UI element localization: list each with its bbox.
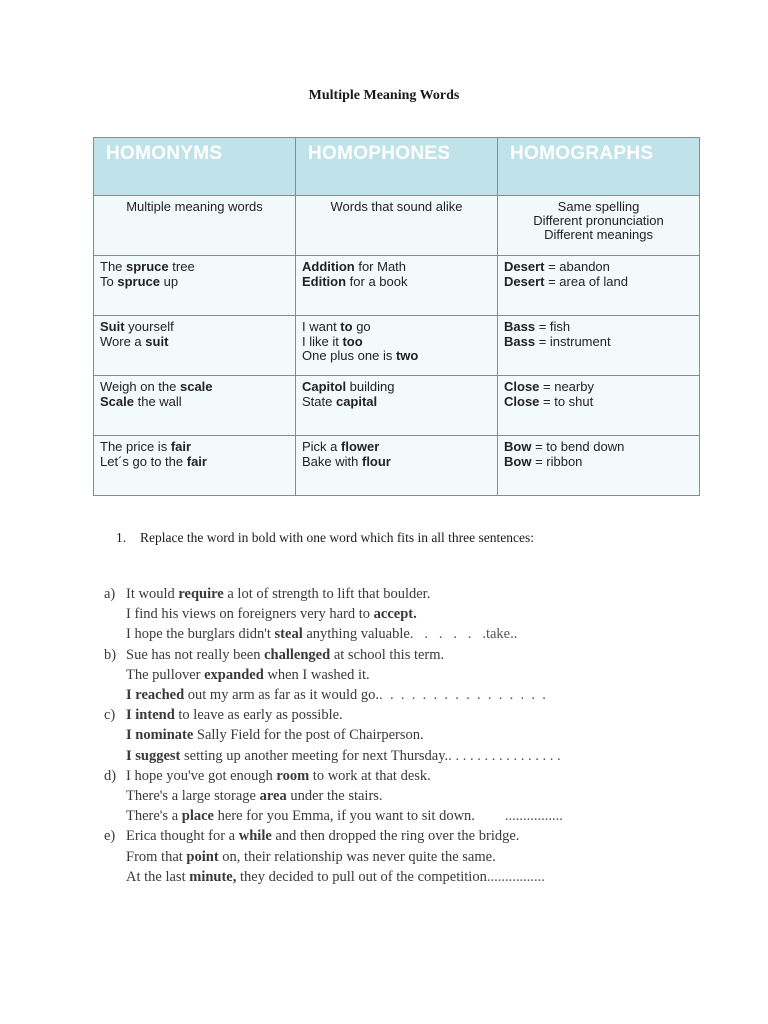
bold-word: point: [186, 848, 219, 865]
bold-word: minute,: [189, 868, 237, 885]
definition-line: Words that sound alike: [330, 199, 463, 214]
bold-word: I reached: [126, 687, 185, 704]
definition-line: Different meanings: [544, 227, 653, 242]
exercise-line: [104, 645, 664, 665]
cell-text: the wall: [133, 393, 182, 409]
cell-text: I like it: [302, 333, 343, 349]
cell-text: Wore a: [100, 333, 146, 349]
line-text: here for you Emma, if you want to sit down.: [213, 808, 475, 825]
instruction-text: Replace the word in bold with one word which fits in all three sentences:: [140, 530, 535, 545]
table-row: [94, 316, 700, 376]
cell-bold: Edition: [302, 273, 347, 289]
cell-text: State: [302, 393, 336, 409]
cell-text: tree: [168, 259, 195, 274]
bold-word: room: [276, 767, 310, 784]
bold-word: steal: [274, 626, 303, 643]
cell-text: = to shut: [539, 393, 594, 409]
definition-homonyms: [94, 196, 296, 256]
cell-bold: scale: [179, 379, 213, 394]
line-text: to leave as early as possible.: [174, 707, 343, 724]
answer-blank: . . . . . .take..: [409, 626, 518, 643]
cell-text: = to bend down: [531, 439, 625, 454]
item-letter: a): [104, 586, 116, 602]
cell-bold: suit: [145, 333, 169, 349]
cell-text: = instrument: [535, 333, 611, 349]
table-row: [94, 256, 700, 316]
bold-word: I suggest: [126, 747, 181, 764]
exercise-line: [104, 867, 664, 887]
cell-bold: two: [395, 348, 419, 363]
table-cell: [498, 376, 700, 436]
cell-text: I want: [302, 319, 341, 334]
exercise-line: [104, 604, 664, 624]
table-row: [94, 376, 700, 436]
header-homophones: HOMOPHONES: [296, 138, 498, 196]
cell-text: for Math: [354, 259, 407, 274]
cell-bold: Desert: [504, 259, 545, 274]
exercise-line: [104, 685, 664, 705]
bold-word: challenged: [264, 646, 331, 663]
exercise-number: 1.: [116, 530, 127, 545]
cell-bold: Bass: [504, 333, 536, 349]
definition-homographs: [498, 196, 700, 256]
cell-bold: too: [342, 333, 363, 349]
definition-line: Multiple meaning words: [126, 199, 263, 214]
cell-text: Bake with: [302, 453, 362, 469]
cell-text: One plus one is: [302, 348, 396, 363]
cell-bold: Bow: [504, 453, 532, 469]
exercise-line: [104, 725, 664, 745]
cell-bold: fair: [186, 453, 207, 469]
line-text: they decided to pull out of the competition: [236, 868, 487, 885]
answer-blank: . . . . . . . . . . . . . . . .: [448, 747, 561, 764]
exercise-line: [104, 746, 664, 766]
cell-text: To: [100, 273, 118, 289]
cell-bold: spruce: [117, 273, 160, 289]
definition-line: Different pronunciation: [533, 213, 664, 228]
line-text: Sally Field for the post of Chairperson.: [193, 727, 424, 744]
line-text: I hope the burglars didn't: [126, 626, 275, 643]
table-cell: [296, 316, 498, 376]
table-cell: [94, 316, 296, 376]
exercise-line: [104, 786, 664, 806]
bold-word: accept.: [373, 606, 417, 623]
bold-word: expanded: [204, 666, 264, 683]
table-cell: [296, 376, 498, 436]
line-text: and then dropped the ring over the bridge.: [271, 828, 520, 845]
line-text: I find his views on foreigners very hard to: [126, 606, 374, 623]
exercise-line: [104, 806, 664, 826]
cell-text: = ribbon: [531, 453, 583, 469]
cell-text: Let´s go to the: [100, 453, 187, 469]
line-text: out my arm as far as it would go.: [184, 687, 380, 704]
cell-text: building: [346, 379, 395, 394]
cell-text: for a book: [346, 273, 408, 289]
line-text: a lot of strength to lift that boulder.: [223, 586, 431, 602]
exercise-line: [104, 624, 664, 644]
table-cell: [94, 376, 296, 436]
line-text: At the last: [126, 868, 190, 885]
table-cell: [498, 256, 700, 316]
bold-word: place: [181, 808, 214, 825]
cell-text: Weigh on the: [100, 379, 180, 394]
cell-bold: fair: [170, 439, 192, 454]
table-cell: [296, 256, 498, 316]
header-homonyms: HOMONYMS: [94, 138, 296, 196]
line-text: There's a large storage: [126, 788, 260, 805]
item-letter: c): [104, 707, 116, 724]
line-text: when I washed it.: [263, 666, 370, 683]
cell-bold: Capitol: [302, 379, 347, 394]
cell-bold: flour: [361, 453, 391, 469]
cell-bold: to: [340, 319, 353, 334]
cell-bold: Suit: [100, 319, 125, 334]
bold-word: require: [178, 586, 224, 602]
line-text: There's a: [126, 808, 182, 825]
line-text: at school this term.: [330, 646, 445, 663]
word-types-table: [93, 137, 700, 496]
definition-homophones: [296, 196, 498, 256]
line-text: Erica thought for a: [126, 828, 239, 845]
table-cell: [498, 316, 700, 376]
cell-bold: Close: [504, 379, 540, 394]
header-homographs: HOMOGRAPHS: [498, 138, 700, 196]
cell-text: Pick a: [302, 439, 342, 454]
table-row: [94, 436, 700, 496]
cell-text: = area of land: [544, 273, 628, 289]
cell-text: yourself: [124, 319, 174, 334]
cell-bold: capital: [335, 393, 378, 409]
cell-bold: flower: [341, 439, 380, 454]
cell-bold: Desert: [504, 273, 545, 289]
line-text: to work at that desk.: [309, 767, 431, 784]
cell-bold: Addition: [302, 259, 355, 274]
cell-text: The: [100, 259, 127, 274]
exercise-line: [104, 847, 664, 867]
bold-word: area: [259, 788, 287, 805]
cell-bold: Close: [504, 393, 540, 409]
item-letter: e): [104, 828, 116, 845]
line-text: The pullover: [126, 666, 205, 683]
page-title: Multiple Meaning Words: [308, 88, 460, 103]
answer-blank: ................: [504, 808, 563, 825]
cell-text: = fish: [535, 319, 571, 334]
cell-text: = abandon: [544, 259, 610, 274]
line-text: anything valuable: [302, 626, 410, 643]
bold-word: while: [238, 828, 272, 845]
cell-text: The price is: [100, 439, 171, 454]
line-text: From that: [126, 848, 187, 865]
cell-bold: Bass: [504, 319, 536, 334]
line-text: Sue has not really been: [126, 646, 265, 663]
table-cell: [94, 256, 296, 316]
cell-text: go: [352, 319, 371, 334]
line-text: on, their relationship was never quite the same.: [218, 848, 496, 865]
table-cell: [94, 436, 296, 496]
answer-blank: ................: [486, 868, 545, 885]
bold-word: I nominate: [126, 727, 194, 744]
line-text: I hope you've got enough: [126, 767, 277, 784]
line-text: setting up another meeting for next Thursday.: [180, 747, 449, 764]
table-cell: [296, 436, 498, 496]
cell-text: up: [159, 273, 179, 289]
cell-bold: Scale: [100, 393, 134, 409]
bold-word: I intend: [126, 707, 175, 724]
line-text: It would: [126, 586, 179, 602]
exercise-line: [104, 705, 664, 725]
answer-blank: . . . . . . . . . . . . . . . .: [379, 687, 546, 704]
table-cell: [498, 436, 700, 496]
exercise-instruction: [116, 530, 534, 546]
item-letter: d): [104, 767, 117, 784]
exercise-line: [104, 826, 664, 846]
exercise-line: [104, 766, 664, 786]
cell-bold: spruce: [126, 259, 169, 274]
cell-text: = nearby: [539, 379, 594, 394]
exercise-line: [104, 584, 664, 604]
item-letter: b): [104, 646, 117, 663]
cell-bold: Bow: [504, 439, 532, 454]
line-text: under the stairs.: [286, 788, 383, 805]
definition-line: Same spelling: [557, 199, 640, 214]
exercise-list: [104, 584, 664, 887]
exercise-line: [104, 665, 664, 685]
